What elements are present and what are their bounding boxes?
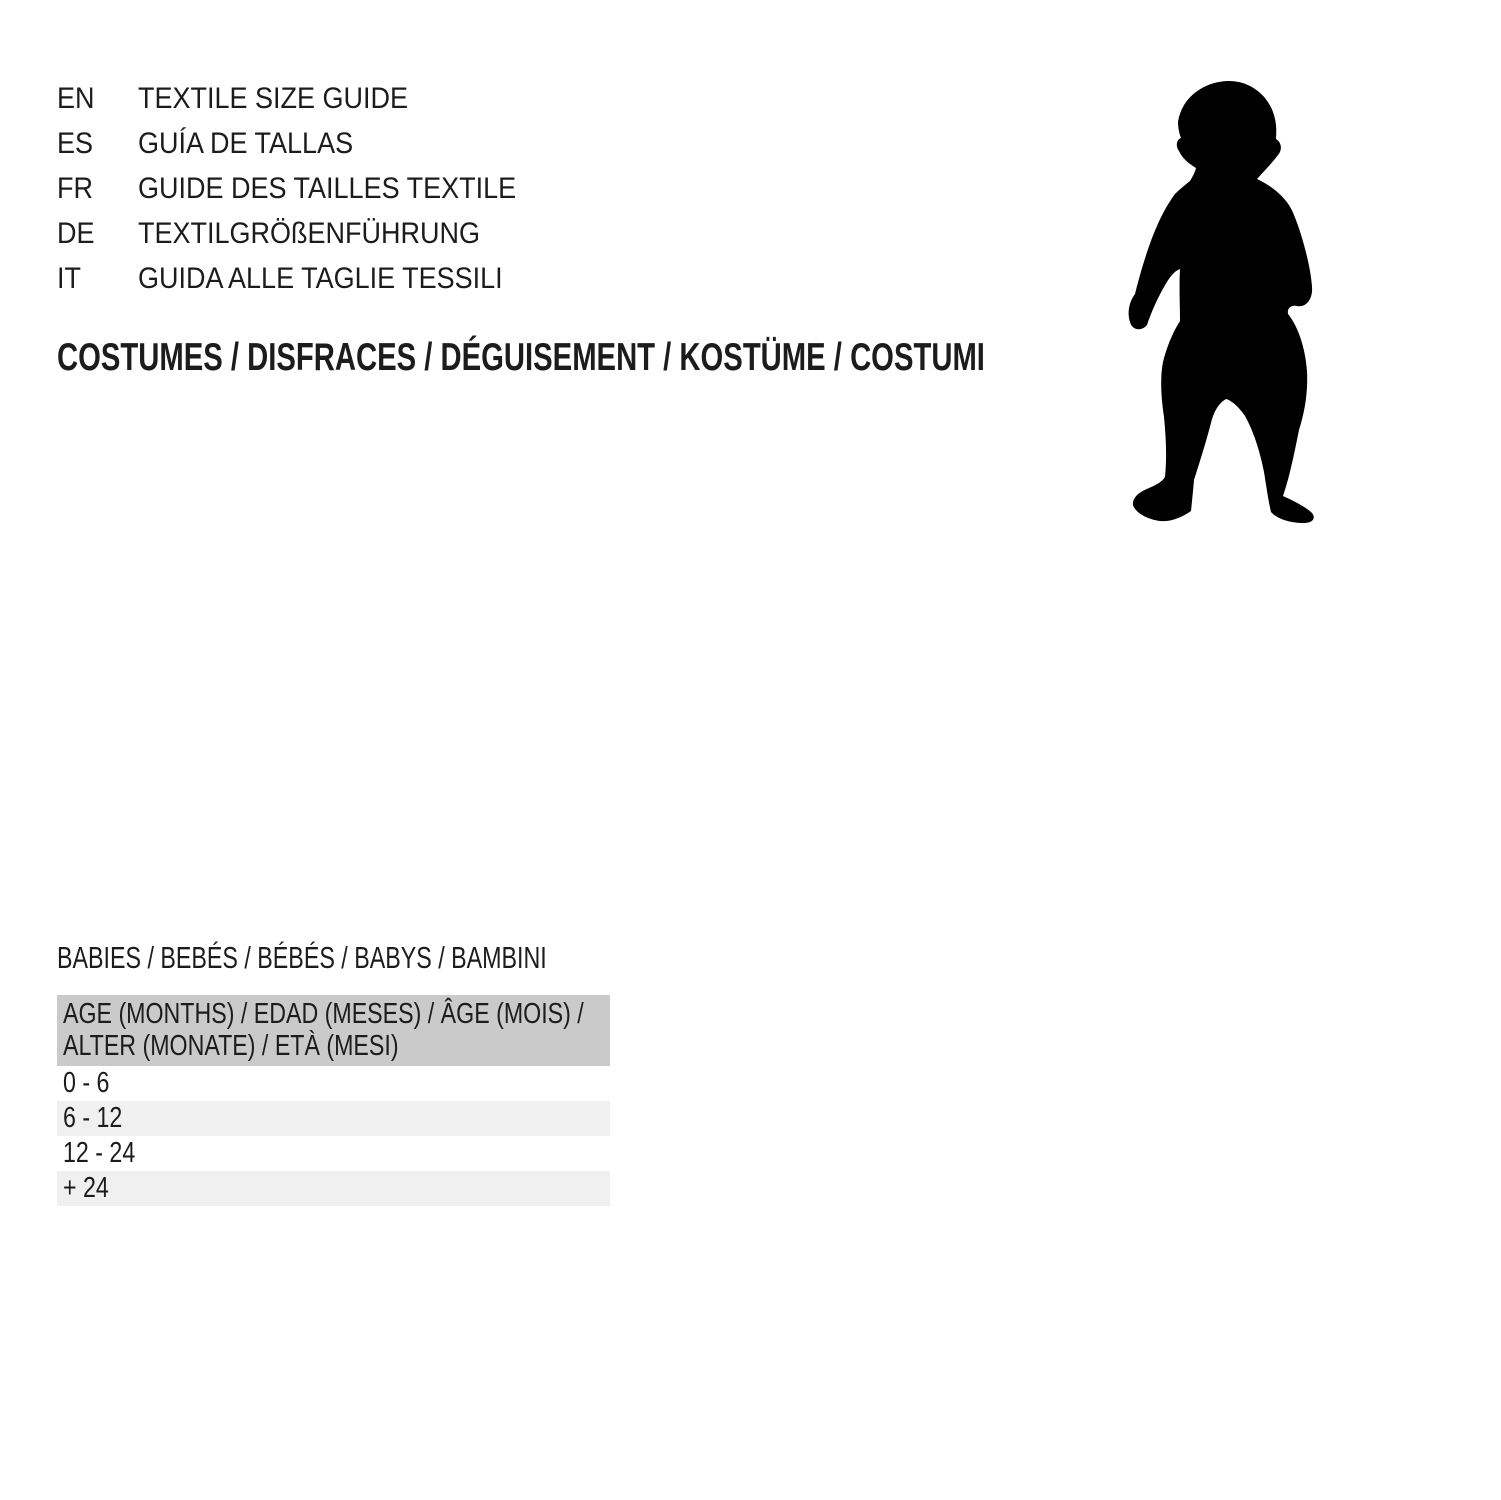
age-table-header [57,995,610,1066]
age-range-value: + 24 [63,1172,109,1204]
language-label [138,127,558,161]
language-code-text: IT [57,261,82,295]
age-table [57,995,610,1206]
language-label [138,172,558,206]
language-code [57,82,138,116]
table-row [57,1171,610,1206]
table-row [57,1066,610,1101]
language-code [57,127,138,161]
age-range-value: 12 - 24 [63,1137,136,1169]
babies-section-title [57,940,710,976]
language-row [57,211,558,256]
language-row [57,256,558,301]
language-code [57,262,138,296]
age-table-header-line1-text: AGE (MONTHS) / EDAD (MESES) / ÂGE (MOIS) / [63,998,584,1030]
table-row [57,1136,610,1171]
language-label-text: TEXTILE SIZE GUIDE [138,81,409,115]
table-row [57,1101,610,1136]
age-table-header-line2-text: ALTER (MONATE) / ETÀ (MESI) [63,1030,399,1062]
age-table-header-line1 [63,998,610,1030]
language-list [57,76,558,301]
babies-section-title-text: BABIES / BEBÉS / BÉBÉS / BABYS / BAMBINI [57,940,547,975]
baby-silhouette-icon [1127,78,1317,525]
language-label [138,82,558,116]
language-code-text: FR [57,171,93,205]
language-code [57,172,138,206]
category-title-text: COSTUMES / DISFRACES / DÉGUISEMENT / KOSTÜME / COSTUMI [57,336,985,379]
language-label-text: TEXTILGRÖßENFÜHRUNG [138,216,481,250]
category-title [57,336,1294,380]
language-code-text: ES [57,126,94,160]
language-code-text: EN [57,81,95,115]
age-range-value: 6 - 12 [63,1102,123,1134]
language-label [138,262,558,296]
language-row [57,76,558,121]
language-label-text: GUIDA ALLE TAGLIE TESSILI [138,261,503,295]
language-code [57,217,138,251]
language-label-text: GUÍA DE TALLAS [138,126,354,160]
figure-baby [1127,78,1317,525]
age-range-value: 0 - 6 [63,1067,110,1099]
language-row [57,121,558,166]
language-label-text: GUIDE DES TAILLES TEXTILE [138,171,517,205]
language-code-text: DE [57,216,95,250]
age-table-header-line2 [63,1030,610,1062]
language-row [57,166,558,211]
language-label [138,217,558,251]
